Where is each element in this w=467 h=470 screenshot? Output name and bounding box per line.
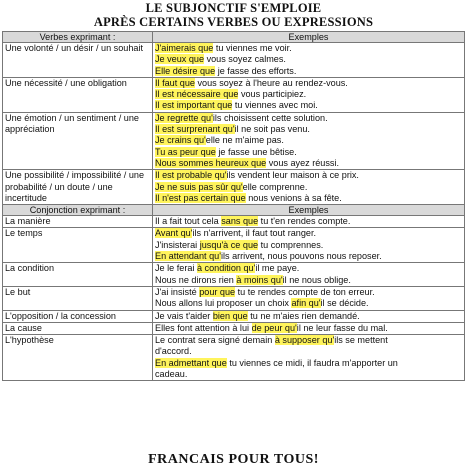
highlighted-expression: En attendant qu' xyxy=(155,251,221,262)
example-text: Nous allons lui proposer un choix xyxy=(155,298,292,309)
example-text: J'ai insisté xyxy=(155,286,200,297)
highlighted-expression: Elle désire que xyxy=(155,65,216,76)
highlighted-expression: Il est surprenant qu' xyxy=(155,124,235,135)
conjunctions-header-right: Exemples xyxy=(153,205,465,216)
example-text: vous participiez. xyxy=(238,89,307,100)
row-label: Une possibilité / impossibilité / une probabilité / un doute / une incertitude xyxy=(3,170,153,205)
example-text: il ne leur fasse du mal. xyxy=(296,322,388,333)
example-text: elle comprenne. xyxy=(242,181,308,192)
example-text: Elles font attention à lui xyxy=(155,322,252,333)
footer-banner: FRANCAIS POUR TOUS! xyxy=(148,452,319,467)
row-label: Une émotion / un sentiment / une appréciation xyxy=(3,112,153,169)
highlighted-expression: à moins qu' xyxy=(236,274,283,285)
example-line xyxy=(155,43,462,54)
row-examples xyxy=(153,322,465,334)
highlighted-expression: sans que xyxy=(221,216,259,227)
row-examples xyxy=(153,216,465,228)
highlighted-expression: Il est nécessaire que xyxy=(155,89,239,100)
example-text: cadeau. xyxy=(155,369,188,380)
example-text: elle ne m'aime pas. xyxy=(205,135,284,146)
example-text: il ne nous oblige. xyxy=(282,274,351,285)
conjunctions-header-left: Conjonction exprimant : xyxy=(3,205,153,216)
row-label: L'hypothèse xyxy=(3,335,153,381)
example-text: J'insisterai xyxy=(155,239,200,250)
table-row xyxy=(3,322,465,334)
example-text: ils se mettent xyxy=(334,335,388,346)
example-line xyxy=(155,275,462,286)
example-text: Le contrat sera signé demain xyxy=(155,335,275,346)
example-text: tu viennes me voir. xyxy=(213,43,292,53)
example-text: Je le ferai xyxy=(155,263,197,274)
row-label: La condition xyxy=(3,263,153,287)
highlighted-expression: afin qu' xyxy=(291,298,321,309)
example-text: tu ne m'aies rien demandé. xyxy=(247,310,360,321)
table-row xyxy=(3,170,465,205)
table-row xyxy=(3,228,465,263)
row-label: Le temps xyxy=(3,228,153,263)
example-line xyxy=(155,263,462,274)
example-line xyxy=(155,323,462,334)
example-text: ils arrivent, nous pouvons nous reposer. xyxy=(220,251,382,262)
example-text: tu te rendes compte de ton erreur. xyxy=(235,286,375,297)
verbs-header-row xyxy=(3,32,465,43)
row-examples xyxy=(153,112,465,169)
example-text: ils vendent leur maison à ce prix. xyxy=(226,170,359,181)
row-examples xyxy=(153,77,465,112)
example-text: Je vais t'aider xyxy=(155,310,213,321)
example-line xyxy=(155,66,462,77)
title-line-1: LE SUBJONCTIF S'EMPLOIE xyxy=(145,1,322,15)
table-row xyxy=(3,43,465,78)
example-line xyxy=(155,182,462,193)
example-line xyxy=(155,251,462,262)
example-text: je fasse une bêtise. xyxy=(215,146,297,157)
example-text: je fasse des efforts. xyxy=(215,65,297,76)
row-label: La manière xyxy=(3,216,153,228)
table-row xyxy=(3,216,465,228)
example-line xyxy=(155,335,462,346)
table-row xyxy=(3,335,465,381)
highlighted-expression: Il est important que xyxy=(155,100,233,111)
highlighted-expression: Il n'est pas certain que xyxy=(155,192,246,203)
highlighted-expression: à supposer qu' xyxy=(274,335,335,346)
example-line xyxy=(155,135,462,146)
highlighted-expression: Je crains qu' xyxy=(155,135,206,146)
example-text: tu viennes avec moi. xyxy=(232,100,318,111)
row-examples xyxy=(153,310,465,322)
row-examples xyxy=(153,335,465,381)
conjunctions-header-row xyxy=(3,205,465,216)
example-text: tu t'en rendes compte. xyxy=(258,216,351,227)
table-row xyxy=(3,310,465,322)
row-label: L'opposition / la concession xyxy=(3,310,153,322)
example-text: nous venions à sa fête. xyxy=(245,192,342,203)
example-text: ils choisissent cette solution. xyxy=(212,112,328,123)
example-line xyxy=(155,346,462,357)
example-text: ils n'arrivent, il faut tout ranger. xyxy=(192,228,317,239)
example-line xyxy=(155,240,462,251)
example-line xyxy=(155,100,462,111)
highlighted-expression: à condition qu' xyxy=(196,263,256,274)
row-label: Le but xyxy=(3,286,153,310)
table-row xyxy=(3,263,465,287)
example-text: Il a fait tout cela xyxy=(155,216,222,227)
example-line xyxy=(155,158,462,169)
highlighted-expression: Je ne suis pas sûr qu' xyxy=(155,181,243,192)
example-line xyxy=(155,193,462,204)
example-text: d'accord. xyxy=(155,346,192,357)
example-text: vous ayez réussi. xyxy=(266,157,339,168)
row-examples xyxy=(153,228,465,263)
title-line-2: APRÈS CERTAINS VERBES OU EXPRESSIONS xyxy=(93,15,374,29)
highlighted-expression: jusqu'à ce que xyxy=(199,239,259,250)
example-line xyxy=(155,311,462,322)
example-text: tu viennes ce midi, il faudra m'apporter un xyxy=(226,357,398,368)
example-line xyxy=(155,228,462,239)
highlighted-expression: Il faut que xyxy=(155,77,195,88)
example-text: Nous ne dirons rien xyxy=(155,274,237,285)
row-label: La cause xyxy=(3,322,153,334)
example-text: il me paye. xyxy=(255,263,300,274)
highlighted-expression: Nous sommes heureux que xyxy=(155,157,267,168)
table-row xyxy=(3,286,465,310)
subjonctif-table xyxy=(2,31,465,381)
row-label: Une nécessité / une obligation xyxy=(3,77,153,112)
example-text: il se décide. xyxy=(320,298,369,309)
example-text: vous soyez calmes. xyxy=(204,54,286,65)
table-row xyxy=(3,112,465,169)
example-line xyxy=(155,369,462,380)
example-line xyxy=(155,287,462,298)
example-line xyxy=(155,298,462,309)
example-text: tu comprennes. xyxy=(258,239,324,250)
verbs-header-left: Verbes exprimant : xyxy=(3,32,153,43)
row-examples xyxy=(153,43,465,78)
highlighted-expression: Tu as peur que xyxy=(155,146,216,157)
highlighted-expression: Je veux que xyxy=(155,54,205,65)
example-line xyxy=(155,113,462,124)
example-line xyxy=(155,358,462,369)
row-examples xyxy=(153,170,465,205)
example-line xyxy=(155,147,462,158)
example-text: il ne soit pas venu. xyxy=(234,124,310,135)
example-line xyxy=(155,124,462,135)
example-line xyxy=(155,78,462,89)
example-text: vous soyez à l'heure au rendez-vous. xyxy=(194,77,348,88)
highlighted-expression: En admettant que xyxy=(155,357,227,368)
highlighted-expression: de peur qu' xyxy=(251,322,297,333)
highlighted-expression: J'aimerais que xyxy=(155,43,214,53)
highlighted-expression: bien que xyxy=(212,310,248,321)
table-row xyxy=(3,77,465,112)
example-line xyxy=(155,54,462,65)
example-line xyxy=(155,170,462,181)
highlighted-expression: pour que xyxy=(199,286,236,297)
row-examples xyxy=(153,286,465,310)
highlighted-expression: Je regrette qu' xyxy=(155,112,213,123)
row-examples xyxy=(153,263,465,287)
example-line xyxy=(155,216,462,227)
verbs-header-right: Exemples xyxy=(153,32,465,43)
highlighted-expression: Avant qu' xyxy=(155,228,193,239)
row-label: Une volonté / un désir / un souhait xyxy=(3,43,153,78)
example-line xyxy=(155,89,462,100)
highlighted-expression: Il est probable qu' xyxy=(155,170,227,181)
